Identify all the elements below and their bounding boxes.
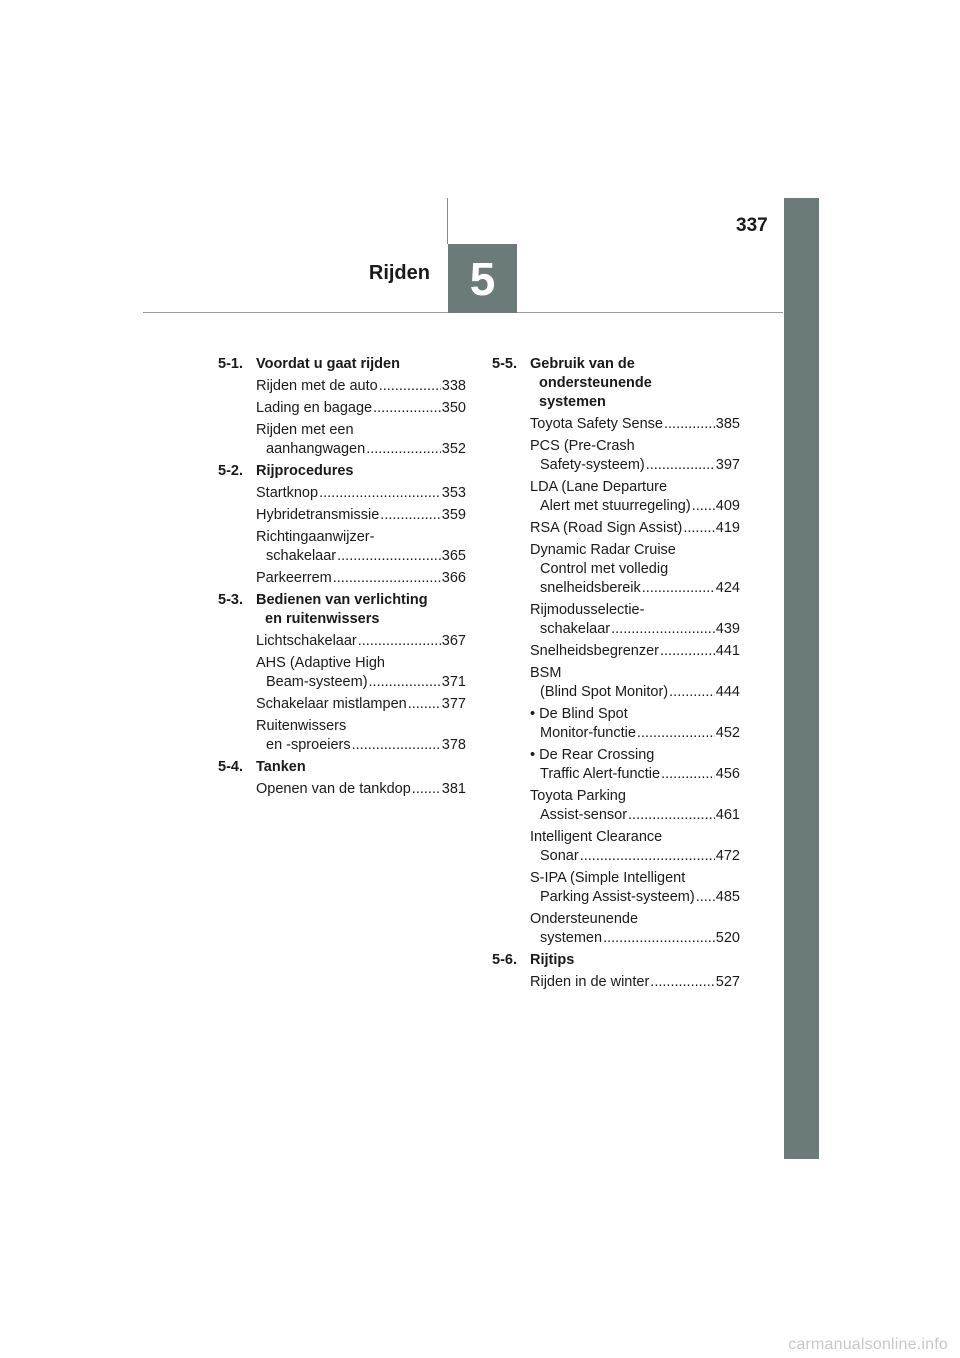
chapter-number: 5 xyxy=(469,252,496,305)
dot-leader xyxy=(337,547,441,566)
entry-line: Ondersteunende xyxy=(530,911,639,927)
entry-line: Dynamic Radar Cruise xyxy=(530,542,676,558)
toc-entry[interactable] xyxy=(256,717,466,755)
section-heading xyxy=(218,355,466,374)
toc-entry[interactable] xyxy=(530,478,740,516)
entry-page-number: 397 xyxy=(715,457,740,473)
section-title-line: systemen xyxy=(539,394,606,410)
section-heading xyxy=(218,462,466,481)
entry-text: Lading en bagage xyxy=(256,400,373,416)
entry-line xyxy=(256,673,466,692)
section-heading xyxy=(218,591,466,629)
toc-left-column xyxy=(218,355,466,802)
toc-section xyxy=(492,951,740,992)
entry-line xyxy=(530,456,740,475)
entry-line xyxy=(530,929,740,948)
entry-page-number: 520 xyxy=(715,930,740,946)
entry-line: LDA (Lane Departure xyxy=(530,479,668,495)
toc-entry[interactable] xyxy=(530,973,740,992)
section-heading xyxy=(218,758,466,777)
toc-entry[interactable] xyxy=(256,654,466,692)
entry-text: aanhangwagen xyxy=(266,441,366,457)
section-title xyxy=(256,355,466,374)
entry-line xyxy=(256,399,466,418)
entry-page-number: 352 xyxy=(441,441,466,457)
entry-text: schakelaar xyxy=(266,548,337,564)
dot-leader xyxy=(352,736,441,755)
dot-leader xyxy=(660,642,715,661)
entry-line xyxy=(256,547,466,566)
entry-page-number: 381 xyxy=(441,781,466,797)
entry-text: Sonar xyxy=(540,848,579,864)
section-title-line: Voordat u gaat rijden xyxy=(256,356,400,372)
entry-page-number: 424 xyxy=(715,580,740,596)
entry-page-number: 367 xyxy=(441,633,466,649)
entry-page-number: 371 xyxy=(441,674,466,690)
entry-text: systemen xyxy=(540,930,603,946)
entry-line xyxy=(530,415,740,434)
entry-text: Beam-systeem) xyxy=(266,674,368,690)
entry-line xyxy=(530,973,740,992)
entry-page-number: 365 xyxy=(441,548,466,564)
toc-entry[interactable] xyxy=(530,415,740,434)
chapter-title: Rijden xyxy=(368,262,430,284)
section-number: 5-3. xyxy=(218,592,243,608)
header-vertical-rule xyxy=(447,198,448,244)
dot-leader xyxy=(373,399,441,418)
entry-text: Snelheidsbegrenzer xyxy=(530,643,659,659)
toc-entry[interactable] xyxy=(256,528,466,566)
section-number: 5-2. xyxy=(218,463,243,479)
toc-entry[interactable] xyxy=(530,787,740,825)
section-title xyxy=(256,758,466,777)
section-title xyxy=(530,951,740,970)
entry-line: PCS (Pre-Crash xyxy=(530,438,635,454)
dot-leader xyxy=(669,683,715,702)
entry-text: en -sproeiers xyxy=(266,737,351,753)
entry-text: snelheidsbereik xyxy=(540,580,641,596)
toc-entry[interactable] xyxy=(256,506,466,525)
entry-page-number: 353 xyxy=(441,485,466,501)
toc-entry[interactable] xyxy=(256,632,466,651)
dot-leader xyxy=(611,620,715,639)
entry-page-number: 366 xyxy=(441,570,466,586)
dot-leader xyxy=(664,415,715,434)
entry-line xyxy=(530,683,740,702)
toc-section xyxy=(218,591,466,755)
section-entries xyxy=(492,973,740,992)
section-title-line: Bedienen van verlichting xyxy=(256,592,428,608)
entry-page-number: 378 xyxy=(441,737,466,753)
toc-entry[interactable] xyxy=(530,601,740,639)
dot-leader xyxy=(642,579,715,598)
entry-line xyxy=(256,440,466,459)
toc-entry[interactable] xyxy=(530,664,740,702)
entry-text: Rijden met de auto xyxy=(256,378,378,394)
dot-leader xyxy=(580,847,715,866)
toc-entry[interactable] xyxy=(256,421,466,459)
entry-line: Richtingaanwijzer- xyxy=(256,529,375,545)
chapter-side-tab xyxy=(784,198,819,1159)
section-entries xyxy=(218,632,466,755)
toc-entry[interactable] xyxy=(256,399,466,418)
entry-line xyxy=(530,497,740,516)
toc-entry[interactable] xyxy=(530,437,740,475)
dot-leader xyxy=(637,724,715,743)
section-title-line: Gebruik van de xyxy=(530,356,635,372)
entry-text: Openen van de tankdop xyxy=(256,781,411,797)
section-number: 5-1. xyxy=(218,356,243,372)
section-title xyxy=(530,355,740,412)
toc-entry[interactable] xyxy=(256,780,466,799)
entry-line: Rijden met een xyxy=(256,422,354,438)
entry-line xyxy=(530,579,740,598)
entry-line: Ruitenwissers xyxy=(256,718,347,734)
entry-page-number: 461 xyxy=(715,807,740,823)
entry-text: Traffic Alert-functie xyxy=(540,766,661,782)
section-title-line: Rijprocedures xyxy=(256,463,354,479)
entry-page-number: 338 xyxy=(441,378,466,394)
dot-leader xyxy=(408,695,441,714)
entry-text: Lichtschakelaar xyxy=(256,633,357,649)
entry-page-number: 444 xyxy=(715,684,740,700)
entry-line: BSM xyxy=(530,665,562,681)
dot-leader xyxy=(603,929,715,948)
entry-page-number: 456 xyxy=(715,766,740,782)
page-number: 337 xyxy=(736,215,768,236)
entry-line xyxy=(256,695,466,714)
toc-entry[interactable] xyxy=(530,746,740,784)
entry-line xyxy=(530,847,740,866)
entry-page-number: 350 xyxy=(441,400,466,416)
entry-page-number: 385 xyxy=(715,416,740,432)
entry-page-number: 441 xyxy=(715,643,740,659)
dot-leader xyxy=(683,519,714,538)
entry-text: Safety-systeem) xyxy=(540,457,645,473)
entry-line: Toyota Parking xyxy=(530,788,626,804)
entry-line: • De Blind Spot xyxy=(530,706,628,722)
entry-line xyxy=(256,377,466,396)
entry-page-number: 377 xyxy=(441,696,466,712)
toc-entry[interactable] xyxy=(256,695,466,714)
section-heading xyxy=(492,355,740,412)
section-entries xyxy=(218,780,466,799)
entry-text: (Blind Spot Monitor) xyxy=(540,684,669,700)
entry-line: S-IPA (Simple Intelligent xyxy=(530,870,686,886)
entry-line: AHS (Adaptive High xyxy=(256,655,385,671)
section-title-line: ondersteunende xyxy=(539,375,652,391)
section-title-line: Rijtips xyxy=(530,952,575,968)
section-heading xyxy=(492,951,740,970)
section-title-line: en ruitenwissers xyxy=(265,611,380,627)
entry-line xyxy=(530,724,740,743)
toc-entry[interactable] xyxy=(530,869,740,907)
entry-line xyxy=(530,888,740,907)
toc-entry[interactable] xyxy=(256,377,466,396)
entry-line: Intelligent Clearance xyxy=(530,829,663,845)
entry-page-number: 527 xyxy=(715,974,740,990)
section-entries xyxy=(492,415,740,948)
watermark-footer: carmanualsonline.info xyxy=(788,1336,948,1353)
entry-line: Control met volledig xyxy=(540,561,669,577)
dot-leader xyxy=(369,673,441,692)
entry-line xyxy=(530,765,740,784)
toc-entry[interactable] xyxy=(530,828,740,866)
toc-section xyxy=(492,355,740,948)
entry-text: RSA (Road Sign Assist) xyxy=(530,520,683,536)
toc-entry[interactable] xyxy=(530,519,740,538)
dot-leader xyxy=(650,973,715,992)
entry-text: Schakelaar mistlampen xyxy=(256,696,407,712)
toc-section xyxy=(218,758,466,799)
entry-line xyxy=(256,484,466,503)
entry-text: Parking Assist-systeem) xyxy=(540,889,695,905)
entry-text: Assist-sensor xyxy=(540,807,628,823)
dot-leader xyxy=(628,806,715,825)
toc-right-column xyxy=(492,355,740,995)
dot-leader xyxy=(646,456,715,475)
entry-text: Alert met stuurregeling) xyxy=(540,498,691,514)
entry-text: schakelaar xyxy=(540,621,611,637)
entry-page-number: 359 xyxy=(441,507,466,523)
entry-text: Parkeerrem xyxy=(256,570,332,586)
toc-entry[interactable] xyxy=(256,569,466,588)
entry-line: Rijmodusselectie- xyxy=(530,602,645,618)
entry-line xyxy=(256,632,466,651)
entry-line xyxy=(256,569,466,588)
entry-line xyxy=(256,780,466,799)
section-title xyxy=(256,462,466,481)
entry-page-number: 409 xyxy=(715,498,740,514)
section-title-line: Tanken xyxy=(256,759,306,775)
section-entries xyxy=(218,484,466,588)
dot-leader xyxy=(358,632,441,651)
section-entries xyxy=(218,377,466,459)
dot-leader xyxy=(380,506,441,525)
section-number: 5-6. xyxy=(492,952,517,968)
entry-page-number: 439 xyxy=(715,621,740,637)
entry-line: • De Rear Crossing xyxy=(530,747,655,763)
section-number: 5-4. xyxy=(218,759,243,775)
dot-leader xyxy=(366,440,441,459)
entry-line xyxy=(530,519,740,538)
section-number: 5-5. xyxy=(492,356,517,372)
toc-entry[interactable] xyxy=(530,541,740,598)
dot-leader xyxy=(379,377,441,396)
entry-text: Rijden in de winter xyxy=(530,974,650,990)
entry-line xyxy=(256,736,466,755)
entry-line xyxy=(256,506,466,525)
toc-entry[interactable] xyxy=(256,484,466,503)
entry-text: Toyota Safety Sense xyxy=(530,416,663,432)
toc-entry[interactable] xyxy=(530,705,740,743)
dot-leader xyxy=(661,765,715,784)
entry-page-number: 485 xyxy=(715,889,740,905)
dot-leader xyxy=(412,780,441,799)
entry-page-number: 452 xyxy=(715,725,740,741)
entry-text: Startknop xyxy=(256,485,319,501)
entry-line xyxy=(530,806,740,825)
dot-leader xyxy=(696,888,715,907)
toc-entry[interactable] xyxy=(530,642,740,661)
entry-line xyxy=(530,620,740,639)
dot-leader xyxy=(692,497,715,516)
dot-leader xyxy=(333,569,441,588)
entry-text: Monitor-functie xyxy=(540,725,636,741)
chapter-number-box xyxy=(448,244,517,313)
toc-section xyxy=(218,462,466,588)
entry-page-number: 472 xyxy=(715,848,740,864)
entry-text: Hybridetransmissie xyxy=(256,507,380,523)
toc-section xyxy=(218,355,466,459)
section-title xyxy=(256,591,466,629)
toc-entry[interactable] xyxy=(530,910,740,948)
entry-page-number: 419 xyxy=(715,520,740,536)
dot-leader xyxy=(319,484,441,503)
entry-line xyxy=(530,642,740,661)
